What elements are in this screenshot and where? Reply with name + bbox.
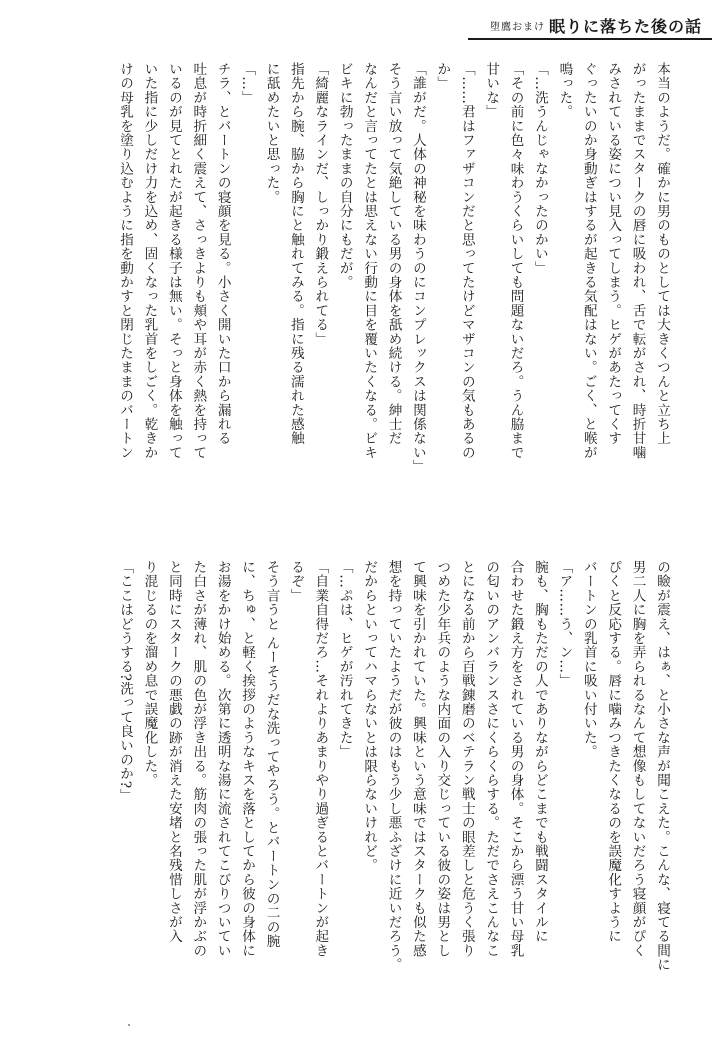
text-line: の瞼が震え、はぁ、と小さな声が聞こえた。こんな、寝てる間に: [654, 560, 670, 972]
text-line: に、ちゅ、と軽く挨拶のようなキスを落としてから彼の身体に: [239, 560, 256, 958]
text-line: 「…洗うんじゃなかったのかい」: [531, 62, 548, 275]
text-line: 甘いな」: [483, 62, 500, 119]
text-line: 合わせた鍛え方をされている男の身体。そこから漂う甘い母乳: [507, 560, 524, 958]
text-line: 吐息が時折細く震えて、さっきよりも頬や耳が赤く熱を持って: [190, 62, 207, 460]
text-line: 指先から腕、脇から胸にと触れてみる。指に残る濡れた感触: [287, 62, 304, 446]
text-line: いるのが見てとれたが起きる様子は無い。そっと身体を触って: [165, 62, 182, 460]
text-line: ビキに勃ったままの自分にもだが。: [336, 62, 353, 290]
header-subtitle: 堕鷹おまけ: [489, 22, 545, 33]
text-line: お湯をかけ始める。次第に透明な湯に流されてこびりついてい: [214, 560, 231, 958]
text-line: 想を持っていたようだが彼のはもう少し悪ふざけに近いだろう。: [385, 560, 402, 972]
text-line: バートンの乳首に吸い付いた。: [580, 560, 597, 759]
upper-text-block: [114, 62, 674, 542]
header-title: 眠りに落ちた後の話: [548, 17, 702, 36]
text-line: 「その前に色々味わうくらいしても問題ないだろ。うん脇まで: [507, 62, 524, 460]
text-line: 本当のようだ。確かに男のものとしては大きくつんと立ち上: [654, 62, 670, 446]
text-line: た白さが薄れ、肌の色が浮き出る。筋肉の張った肌が浮かぶの: [190, 560, 207, 958]
text-line: と同時にスタークの悪戯の跡が消えた安堵と名残惜しさが入: [165, 560, 182, 944]
text-line: そう言うと んーそうだな洗ってやろう。とバートンの二の腕: [263, 560, 280, 949]
text-line: そう言い放って気絶している男の身体を舐め続ける。紳士だ: [385, 62, 402, 446]
text-line: 腕も、胸もただの人でありながらどこまでも戦闘スタイルに: [531, 560, 548, 944]
text-line: て興味を引かれていた。興味という意味ではスタークも似た感: [409, 560, 426, 958]
text-line: だからといってハマらないとは限らないけれど。: [361, 560, 378, 873]
text-line: り混じるのを溜め息で誤魔化した。: [141, 560, 158, 788]
text-line: るぞ」: [287, 560, 304, 603]
page-header: [490, 14, 702, 37]
text-line: 「綺麗なラインだ、しっかり鍛えられてる」: [312, 62, 329, 346]
text-line: 「自業自得だろ…それよりあまりやり過ぎるとバートンが起き: [312, 560, 329, 958]
text-line: 「ここはどうする?洗って良いのか?」: [117, 560, 134, 803]
text-line: に舐めたいと思った。: [263, 62, 280, 204]
header-rule: [468, 38, 712, 40]
text-line: ぐったいのか身動ぎはするが起きる気配はない。ごく、と喉が: [580, 62, 597, 460]
text-line: 「…ぷは、ヒゲが汚れてきた」: [336, 560, 353, 759]
text-line: か」: [434, 62, 451, 91]
text-line: 男二人に胸を弄られるなんて想像もしてないだろう寝顔がぴく: [629, 560, 646, 958]
text-line: つめた少年兵のような内面の入り交じっている彼の姿は男とし: [434, 560, 451, 958]
text-line: とになる前から百戦錬磨のベテラン戦士の眼差しと危うく張り: [458, 560, 475, 958]
text-line: チラ、とバートンの寝顔を見る。小さく開いた口から漏れる: [214, 62, 231, 446]
text-line: 「ア……う、ン…」: [556, 560, 573, 688]
text-line: いた指に少しだけ力を込め、固くなった乳首をしごく。乾きか: [141, 62, 158, 460]
text-line: 「誰がだ。人体の神秘を味わうのにコンプレックスは関係ない」: [409, 62, 426, 474]
text-line: 「…」: [239, 62, 256, 105]
lower-text-block: [114, 560, 674, 1020]
text-line: の匂いのアンバランスさにくらくらする。ただでさえこんなこ: [483, 560, 500, 958]
text-line: ぴくと反応する。唇に噛みつきたくなるのを誤魔化すように: [605, 560, 622, 944]
text-line: けの母乳を塗り込むように指を動かすと閉じたままのバートン: [117, 62, 134, 460]
footer-mark: [128, 1024, 130, 1026]
text-line: がったままでスタークの唇に吸われ、舌で転がされ、時折甘噛: [629, 62, 646, 460]
text-line: なんだと言ってたとは思えない行動に目を覆いたくなる。ビキ: [361, 62, 378, 460]
text-line: 鳴った。: [556, 62, 573, 119]
text-line: 「……君はファザコンだと思ってたけどマザコンの気もあるの: [458, 62, 475, 460]
text-line: みされている姿につい見入ってしまう。ヒゲがあたってくす: [605, 62, 622, 446]
